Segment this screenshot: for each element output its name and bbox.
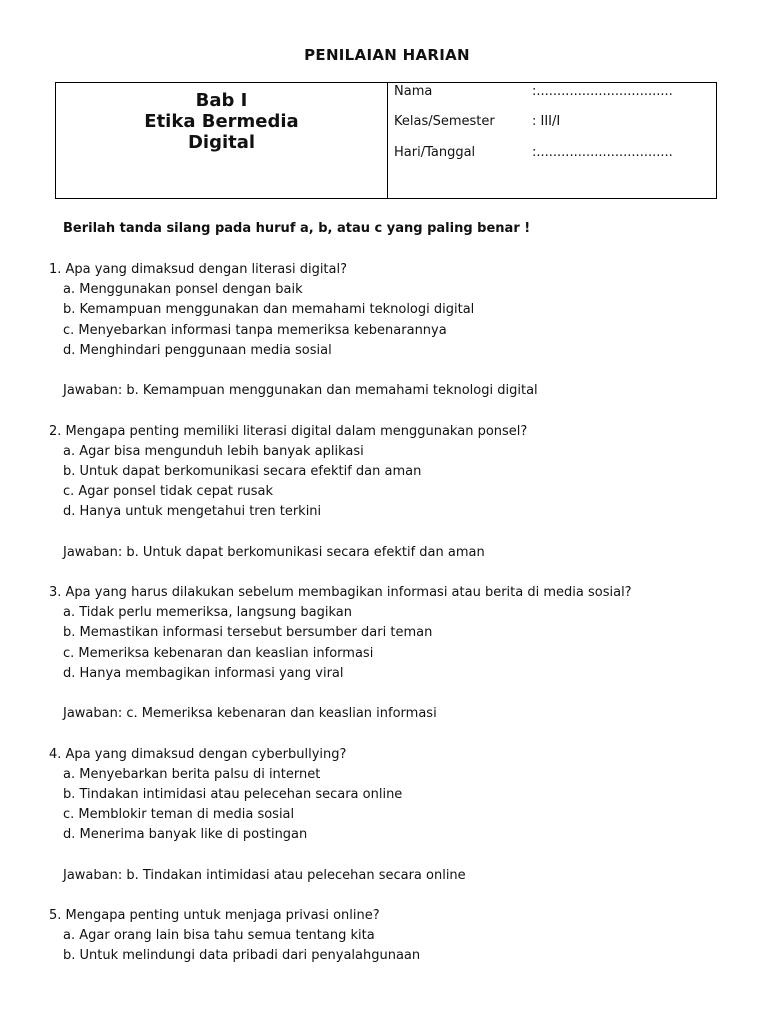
option-item: c. Menyebarkan informasi tanpa memeriksa kebenarannya [63, 322, 447, 338]
question-text: 1. Apa yang dimaksud dengan literasi digital? [49, 262, 348, 277]
header-box [55, 82, 717, 199]
question-text: 4. Apa yang dimaksud dengan cyberbullying? [49, 746, 347, 762]
chapter-title-line2: Digital [187, 132, 256, 153]
field-value: :................................. [532, 84, 673, 99]
spacer [49, 724, 749, 744]
spacer [49, 563, 749, 583]
chapter-title-line1: Etika Bermedia [144, 111, 299, 132]
question-list [49, 260, 749, 967]
option-item: a. Agar bisa mengunduh lebih banyak aplikasi [63, 443, 364, 459]
answer-text: Jawaban: b. Untuk dapat berkomunikasi secara efektif dan aman [63, 544, 485, 560]
option-item: d. Hanya untuk mengetahui tren terkini [63, 504, 322, 520]
option-item: c. Agar ponsel tidak cepat rusak [63, 484, 273, 500]
option-item: b. Memastikan informasi tersebut bersumber dari teman [63, 625, 433, 641]
spacer [49, 401, 749, 421]
instruction: Berilah tanda silang pada huruf a, b, atau c yang paling benar ! [63, 221, 531, 236]
option-item: d. Menghindari penggunaan media sosial [63, 342, 332, 358]
spacer [49, 522, 749, 542]
spacer [49, 845, 749, 865]
option-item: c. Memblokir teman di media sosial [63, 807, 295, 823]
option-item: a. Agar orang lain bisa tahu semua tentang kita [63, 928, 375, 944]
question-text: 3. Apa yang harus dilakukan sebelum membagikan informasi atau berita di media sosial? [49, 585, 632, 600]
option-item: b. Untuk melindungi data pribadi dari penyalahgunaan [63, 948, 421, 964]
option-item: b. Tindakan intimidasi atau pelecehan secara online [63, 786, 403, 802]
answer-text: Jawaban: c. Memeriksa kebenaran dan keaslian informasi [63, 706, 437, 722]
option-item: a. Menggunakan ponsel dengan baik [63, 282, 303, 298]
spacer [49, 361, 749, 381]
question-text: 2. Mengapa penting memiliki literasi digital dalam menggunakan ponsel? [49, 423, 528, 439]
field-label: Hari/Tanggal [394, 145, 476, 160]
spacer [49, 886, 749, 906]
field-label: Nama [394, 84, 433, 99]
answer-text: Jawaban: b. Kemampuan menggunakan dan memahami teknologi digital [63, 383, 538, 399]
chapter-number: Bab I [195, 90, 248, 111]
spacer [49, 684, 749, 704]
question-text: 5. Mengapa penting untuk menjaga privasi online? [49, 908, 380, 923]
field-label: Kelas/Semester [394, 114, 495, 129]
identity-cell [388, 83, 716, 198]
answer-text: Jawaban: b. Tindakan intimidasi atau pelecehan secara online [63, 867, 466, 883]
option-item: c. Memeriksa kebenaran dan keaslian informasi [63, 645, 374, 661]
field-value: : III/I [532, 114, 561, 129]
option-item: a. Tidak perlu memeriksa, langsung bagikan [63, 605, 352, 621]
chapter-cell [56, 83, 388, 198]
field-value: :................................. [532, 145, 673, 160]
option-item: b. Kemampuan menggunakan dan memahami teknologi digital [63, 302, 475, 318]
option-item: d. Hanya membagikan informasi yang viral [63, 665, 344, 681]
option-item: b. Untuk dapat berkomunikasi secara efektif dan aman [63, 463, 422, 479]
page-title: PENILAIAN HARIAN [304, 46, 470, 64]
option-item: a. Menyebarkan berita palsu di internet [63, 766, 321, 782]
option-item: d. Menerima banyak like di postingan [63, 827, 308, 843]
